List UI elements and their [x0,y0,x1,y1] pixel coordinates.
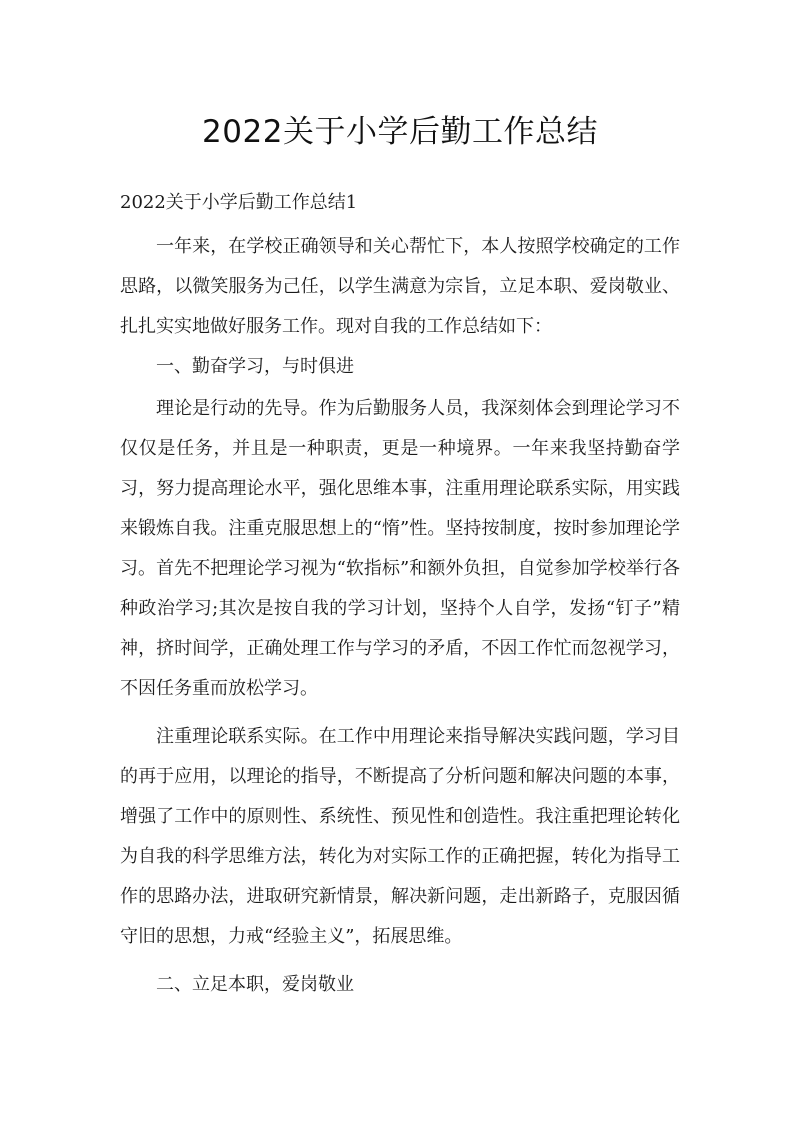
section-heading-1: 一、勤奋学习，与时俱进 [156,356,354,377]
document-title: 2022关于小学后勤工作总结 [202,114,598,150]
paragraph-theory-practice: 注重理论联系实际。在工作中用理论来指导解决实践问题，学习目的再于应用，以理论的指导，不断提高了分析问题和解决问题的本事，增强了工作中的原则性、系统性、预见性和创造性。我注重把理论转化为自我的科学思维方法，转化为对实际工作的正确把握，转化为指导工作的思路办法，进取研究新情景，解决新问题，走出新路子，克服因循守旧的思想，力戒“经验主义”，拓展思维。 [120,726,680,947]
paragraph-theory-study: 理论是行动的先导。作为后勤服务人员，我深刻体会到理论学习不仅仅是任务，并且是一种职责，更是一种境界。一年来我坚持勤奋学习，努力提高理论水平，强化思维本事，注重用理论联系实际，用实践来锻炼自我。注重克服思想上的“惰”性。坚持按制度，按时参加理论学习。首先不把理论学习视为“软指标”和额外负担，自觉参加学校举行各种政治学习;其次是按自我的学习计划，坚持个人自学，发扬“钉子”精神，挤时间学，正确处理工作与学习的矛盾，不因工作忙而忽视学习，不因任务重而放松学习。 [120,398,680,699]
paragraph-intro: 一年来，在学校正确领导和关心帮忙下，本人按照学校确定的工作思路，以微笑服务为己任，以学生满意为宗旨，立足本职、爱岗敬业、扎扎实实地做好服务工作。现对自我的工作总结如下： [120,236,680,337]
section-subtitle: 2022关于小学后勤工作总结1 [120,192,358,213]
section-heading-2: 二、立足本职，爱岗敬业 [156,974,354,995]
document-body [120,227,680,1005]
